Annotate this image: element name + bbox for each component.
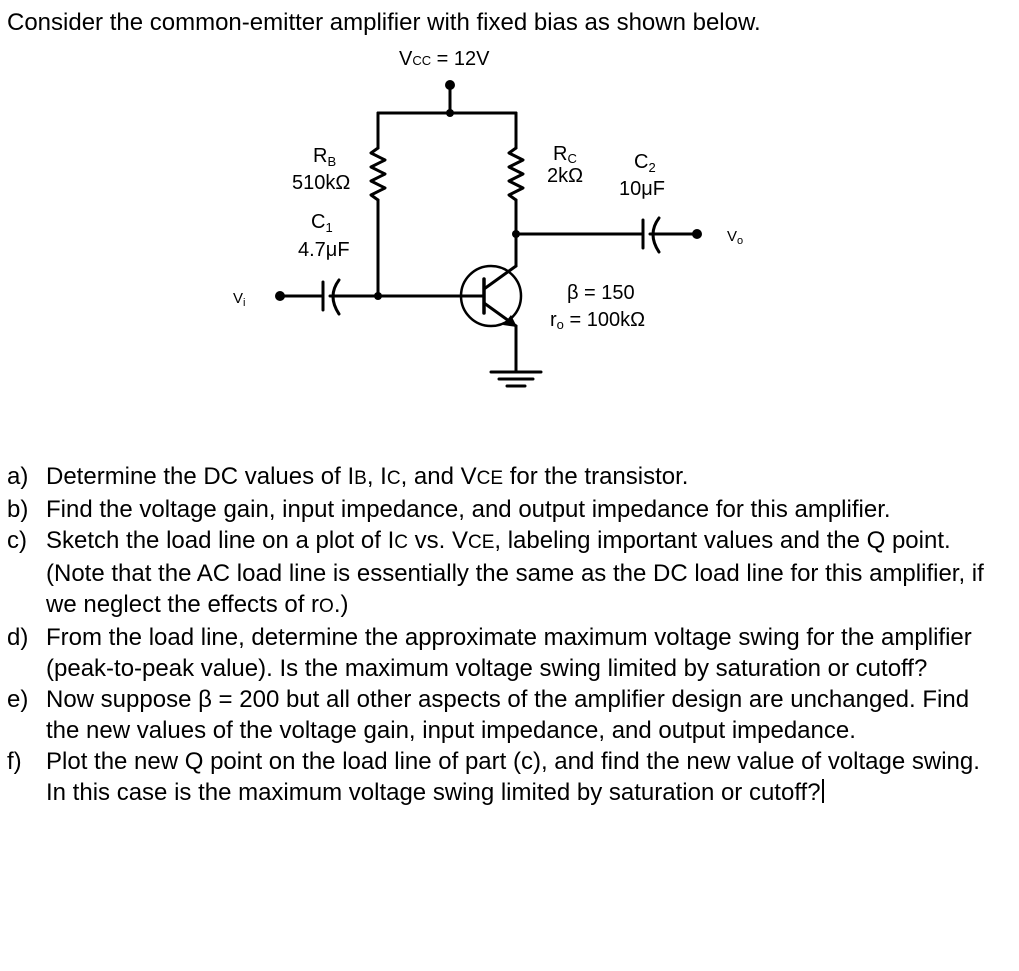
vo-label: $V_o$: [727, 228, 744, 247]
question-c: c) Sketch the load line on a plot of IC vs. VCE, labeling important values and the Q point. (Note that the AC load line is essentially the same as the DC load line for this amplifier, if we neglect the effects of rO.): [7, 527, 984, 618]
rb-value: 510kΩ: [292, 172, 351, 194]
question-marker: c): [7, 527, 27, 554]
text-cursor: [822, 779, 824, 803]
problem-intro: Consider the common-emitter amplifier with fixed bias as shown below.: [7, 9, 761, 36]
c2-label: $C_2$: [634, 151, 656, 175]
c1-label: $C_1$: [311, 211, 333, 235]
rc-value: 2kΩ: [547, 165, 584, 187]
vi-label: $V_i$: [233, 290, 246, 309]
c2-value: 10μF: [619, 178, 665, 200]
beta-label: β = 150: [567, 282, 635, 304]
question-b: b) Find the voltage gain, input impedance, and output impedance for this amplifier.: [7, 496, 891, 523]
question-marker: a): [7, 463, 29, 490]
question-a: a) Determine the DC values of IB, IC, and VCE for the transistor.: [7, 463, 689, 490]
question-list: [7, 461, 997, 808]
vi-terminal: [275, 291, 285, 301]
circuit-diagram: [0, 0, 1019, 460]
question-marker: e): [7, 686, 29, 713]
rc-label: RC: [553, 143, 577, 166]
ro-label: ro = 100kΩ: [550, 309, 646, 332]
vo-terminal: [692, 229, 702, 239]
question-marker: f): [7, 748, 22, 775]
rc-resistor: [509, 148, 523, 200]
rb-label: $R_B$: [313, 145, 337, 169]
question-d: d) From the load line, determine the approximate maximum voltage swing for the amplifier (peak-to-peak value). Is the maximum voltage swing limited by saturation or cutoff?: [7, 624, 972, 682]
question-marker: d): [7, 624, 29, 651]
vcc-label: VCC = 12V: [399, 48, 490, 70]
question-f: f) Plot the new Q point on the load line of part (c), and find the new value of voltage swing. In this case is the maximum voltage swing limited by saturation or cutoff?: [7, 748, 980, 806]
c1-value: 4.7μF: [298, 239, 350, 261]
question-marker: b): [7, 496, 29, 523]
rb-resistor: [371, 148, 385, 200]
question-e: e) Now suppose β = 200 but all other aspects of the amplifier design are unchanged. Find the new values of the voltage gain, input impedance, and output impedance.: [7, 686, 970, 744]
